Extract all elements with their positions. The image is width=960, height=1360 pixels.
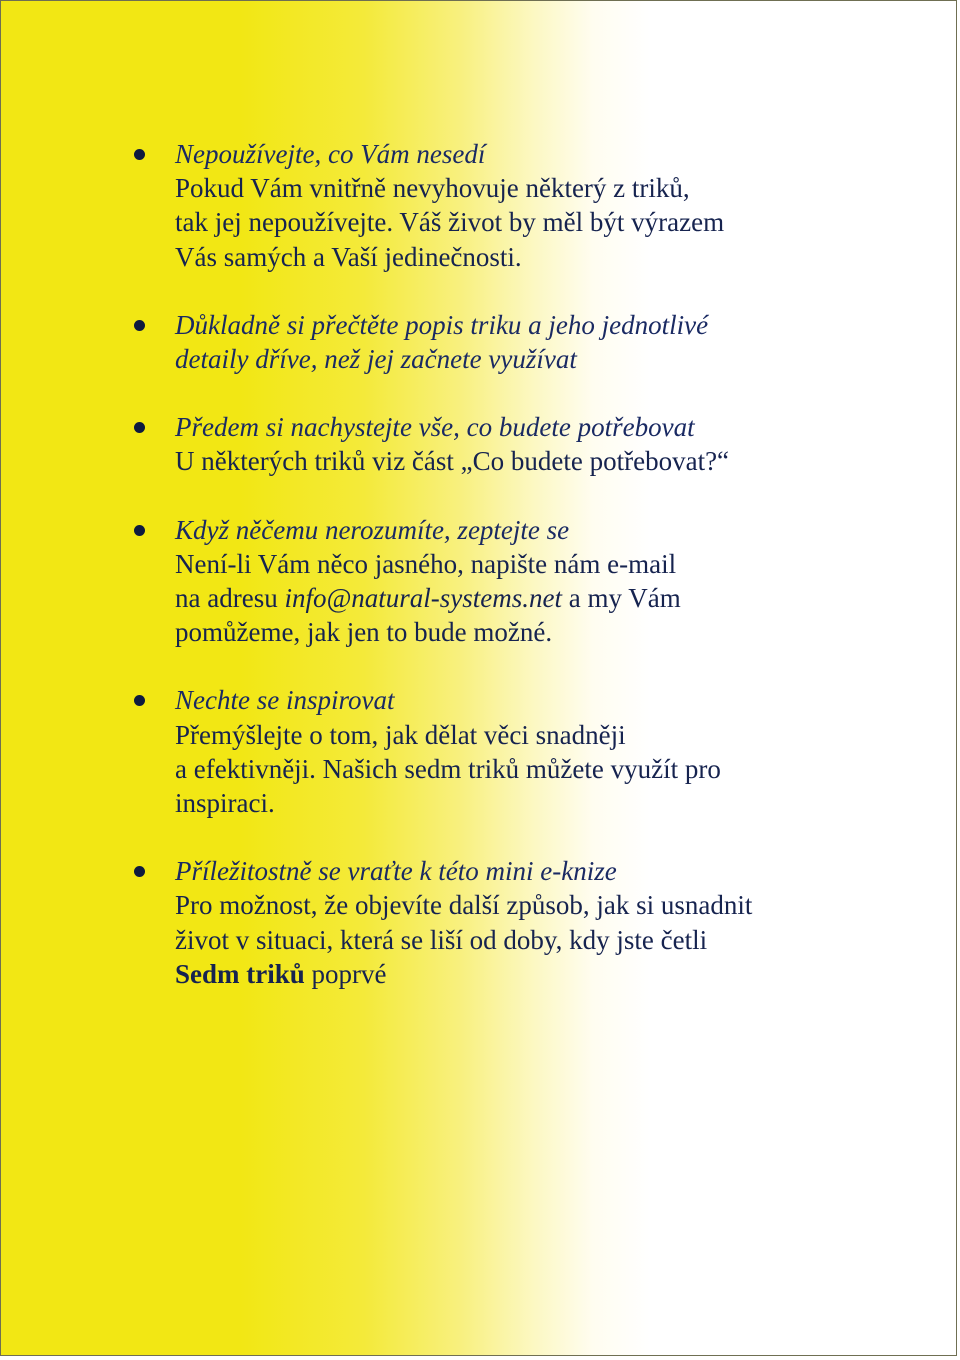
list-item — [1, 513, 958, 650]
tip-line-suffix: poprvé — [304, 958, 387, 989]
tip-heading: Příležitostně se vraťte k této mini e-knize — [175, 856, 617, 887]
tip-line: Není-li Vám něco jasného, napište nám e-mail — [175, 548, 677, 579]
email-prefix: na adresu — [175, 583, 285, 614]
tips-list — [1, 137, 958, 1025]
bullet-icon — [134, 422, 145, 433]
tip-heading: Nepoužívejte, co Vám nesedí — [175, 139, 486, 169]
tip-line: Přemýšlejte o tom, jak dělat věci snadněji — [175, 719, 626, 750]
list-item — [1, 410, 958, 478]
tip-line: tak jej nepoužívejte. Váš život by měl být výrazem — [175, 207, 725, 238]
email-suffix: a my Vám — [562, 583, 681, 614]
list-item — [1, 683, 958, 820]
tip-line-email — [175, 581, 928, 615]
bullet-icon — [134, 320, 145, 331]
tip-heading: detaily dříve, než jej začnete využívat — [175, 344, 577, 375]
list-item — [1, 854, 958, 991]
bullet-icon — [134, 695, 145, 706]
tip-line-last — [175, 957, 928, 991]
bullet-icon — [134, 149, 145, 160]
list-item — [1, 137, 958, 274]
list-item — [1, 308, 958, 376]
tip-heading: Nechte se inspirovat — [175, 685, 395, 716]
book-title: Sedm triků — [175, 958, 305, 989]
email-link[interactable]: info@natural-systems.net — [284, 583, 563, 614]
bullet-icon — [134, 866, 145, 877]
tip-line: inspiraci. — [175, 788, 275, 819]
tip-heading: Důkladně si přečtěte popis triku a jeho jednotlivé — [175, 309, 709, 340]
tip-line: Vás samých a Vaší jedinečnosti. — [175, 241, 522, 272]
tip-line: a efektivněji. Našich sedm triků můžete využít pro — [175, 753, 721, 784]
bullet-icon — [134, 525, 145, 536]
tip-line: život v situaci, která se liší od doby, kdy jste četli — [175, 924, 708, 955]
tip-line: pomůžeme, jak jen to bude možné. — [175, 617, 553, 648]
tip-heading: Předem si nachystejte vše, co budete potřebovat — [175, 412, 695, 443]
tip-heading: Když něčemu nerozumíte, zeptejte se — [175, 514, 570, 545]
tip-line: Pokud Vám vnitřně nevyhovuje některý z triků, — [175, 173, 690, 204]
tip-line: U některých triků viz část „Co budete potřebovat?“ — [175, 446, 730, 477]
tip-line: Pro možnost, že objevíte další způsob, jak si usnadnit — [175, 890, 753, 921]
